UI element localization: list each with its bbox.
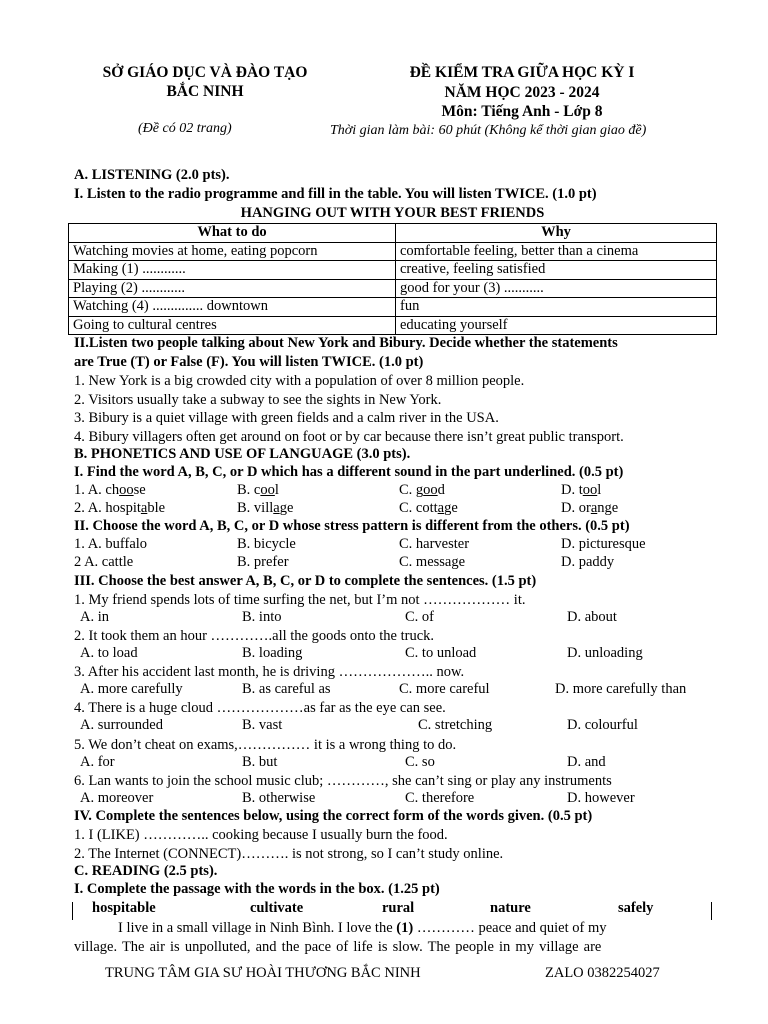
listening-part2-instruction-line1: II.Listen two people talking about New York and Bibury. Decide whether the statements: [74, 335, 618, 351]
option-d: D. about: [567, 609, 617, 625]
option-c: C. of: [405, 609, 434, 625]
option-b: B. into: [242, 609, 282, 625]
option-c: C. cottage: [399, 500, 458, 516]
option-d: D. and: [567, 754, 606, 770]
province-name: BẮC NINH: [166, 83, 244, 100]
option-a: A. more carefully: [80, 681, 183, 697]
page-count-note: (Đề có 02 trang): [138, 121, 232, 136]
question: 3. After his accident last month, he is driving ……………….. now.: [74, 664, 465, 680]
question: 5. We don’t cheat on exams,…………… it is a wrong thing to do.: [74, 737, 457, 753]
exam-title: ĐỀ KIỂM TRA GIỮA HỌC KỲ I: [409, 64, 635, 81]
footer-center-name: TRUNG TÂM GIA SƯ HOÀI THƯƠNG BẮC NINH: [105, 965, 421, 981]
option-c: C. more careful: [399, 681, 490, 697]
listening-table: [68, 223, 717, 335]
table-header-what: What to do: [69, 224, 396, 243]
reading-heading: C. READING (2.5 pts).: [74, 863, 218, 879]
question: 4. There is a huge cloud ………………as far as the eye can see.: [74, 700, 446, 716]
question: 1. My friend spends lots of time surfing the net, but I’m not ……………… it.: [74, 592, 526, 608]
statement: 2. Visitors usually take a subway to see the sights in New York.: [74, 392, 442, 408]
option-b: B. village: [237, 500, 294, 516]
word-form-item: 2. The Internet (CONNECT)………. is not strong, so I can’t study online.: [74, 846, 504, 862]
statement: 4. Bibury villagers often get around on foot or by car because there isn’t great public transport.: [74, 429, 624, 445]
phonetics-part1-instruction: I. Find the word A, B, C, or D which has a different sound in the part underlined. (0.5 pt): [74, 464, 624, 480]
option-d: D. more carefully than: [555, 681, 687, 697]
table-cell: Playing (2) ............: [69, 279, 396, 298]
passage-line: I live in a small village in Ninh Bình. I love the (1) ………… peace and quiet of my: [118, 920, 607, 936]
option-d: D. orange: [561, 500, 619, 516]
phonetics-part3-instruction: III. Choose the best answer A, B, C, or D to complete the sentences. (1.5 pt): [74, 573, 537, 589]
table-row: [69, 242, 717, 261]
option-c: C. so: [405, 754, 435, 770]
table-row: [69, 316, 717, 335]
listening-part2-instruction-line2: are True (T) or False (F). You will listen TWICE. (1.0 pt): [74, 354, 424, 370]
listening-heading: A. LISTENING (2.0 pts).: [74, 167, 230, 183]
table-cell: Going to cultural centres: [69, 316, 396, 335]
option-c: C. message: [399, 554, 466, 570]
option-d: D. colourful: [567, 717, 638, 733]
option-d: D. tool: [561, 482, 602, 498]
phonetics-part4-instruction: IV. Complete the sentences below, using the correct form of the words given. (0.5 pt): [74, 808, 593, 824]
option-d: D. picturesque: [561, 536, 646, 552]
footer-zalo: ZALO 0382254027: [545, 965, 660, 981]
word-box-left-border: [72, 902, 73, 920]
table-cell: Watching (4) .............. downtown: [69, 298, 396, 317]
word-box-item: hospitable: [92, 900, 156, 916]
word-form-item: 1. I (LIKE) ………….. cooking because I usually burn the food.: [74, 827, 448, 843]
option-b: B. vast: [242, 717, 283, 733]
option-d: D. however: [567, 790, 635, 806]
statement: 1. New York is a big crowded city with a population of over 8 million people.: [74, 373, 525, 389]
option-b: B. but: [242, 754, 278, 770]
option-b: B. as careful as: [242, 681, 331, 697]
reading-part1-instruction: I. Complete the passage with the words in the box. (1.25 pt): [74, 881, 440, 897]
word-box-item: rural: [382, 900, 415, 916]
option-a: A. surrounded: [80, 717, 163, 733]
phonetics-part2-instruction: II. Choose the word A, B, C, or D whose stress pattern is different from the others. (0.5 pt): [74, 518, 630, 534]
option-b: B. loading: [242, 645, 303, 661]
subject-grade: Môn: Tiếng Anh - Lớp 8: [441, 103, 603, 120]
option-c: C. therefore: [405, 790, 475, 806]
option-d: D. paddy: [561, 554, 615, 570]
table-cell: good for your (3) ...........: [396, 279, 717, 298]
option-b: B. bicycle: [237, 536, 296, 552]
table-row: [69, 298, 717, 317]
option-a: A. in: [80, 609, 109, 625]
department-name: SỞ GIÁO DỤC VÀ ĐÀO TẠO: [102, 64, 308, 81]
table-cell: creative, feeling satisfied: [396, 261, 717, 280]
option-d: D. unloading: [567, 645, 643, 661]
table-header-why: Why: [396, 224, 717, 243]
option-b: B. otherwise: [242, 790, 316, 806]
word-box-item: nature: [490, 900, 531, 916]
option-b: B. cool: [237, 482, 279, 498]
table-row: [69, 261, 717, 280]
word-box: [72, 900, 712, 920]
option-c: C. good: [399, 482, 445, 498]
table-title: HANGING OUT WITH YOUR BEST FRIENDS: [240, 205, 545, 221]
option-a: A. for: [80, 754, 115, 770]
passage-line: village. The air is unpolluted, and the pace of life is slow. The people in my village are: [74, 939, 602, 955]
option-c: C. to unload: [405, 645, 477, 661]
table-header-row: [69, 224, 717, 243]
option-a: 2. A. hospitable: [74, 500, 166, 516]
option-a: 1. A. buffalo: [74, 536, 148, 552]
option-a: A. to load: [80, 645, 138, 661]
option-c: C. harvester: [399, 536, 470, 552]
table-cell: educating yourself: [396, 316, 717, 335]
table-cell: Watching movies at home, eating popcorn: [69, 242, 396, 261]
table-cell: fun: [396, 298, 717, 317]
statement: 3. Bibury is a quiet village with green fields and a calm river in the USA.: [74, 410, 499, 426]
word-box-item: cultivate: [250, 900, 304, 916]
listening-part1-instruction: I. Listen to the radio programme and fill in the table. You will listen TWICE. (1.0 pt): [74, 186, 597, 202]
table-row: [69, 279, 717, 298]
option-b: B. prefer: [237, 554, 289, 570]
word-box-item: safely: [618, 900, 654, 916]
option-a: 2 A. cattle: [74, 554, 134, 570]
question: 6. Lan wants to join the school music club; …………, she can’t sing or play any instruments: [74, 773, 612, 789]
time-note: Thời gian làm bài: 60 phút (Không kể thời gian giao đề): [330, 123, 647, 138]
option-a: 1. A. choose: [74, 482, 146, 498]
word-box-right-border: [711, 902, 712, 920]
option-a: A. moreover: [80, 790, 154, 806]
school-year: NĂM HỌC 2023 - 2024: [444, 84, 600, 101]
table-cell: Making (1) ............: [69, 261, 396, 280]
phonetics-heading: B. PHONETICS AND USE OF LANGUAGE (3.0 pts).: [74, 446, 411, 462]
option-c: C. stretching: [418, 717, 493, 733]
question: 2. It took them an hour ………….all the goods onto the truck.: [74, 628, 435, 644]
table-cell: comfortable feeling, better than a cinema: [396, 242, 717, 261]
